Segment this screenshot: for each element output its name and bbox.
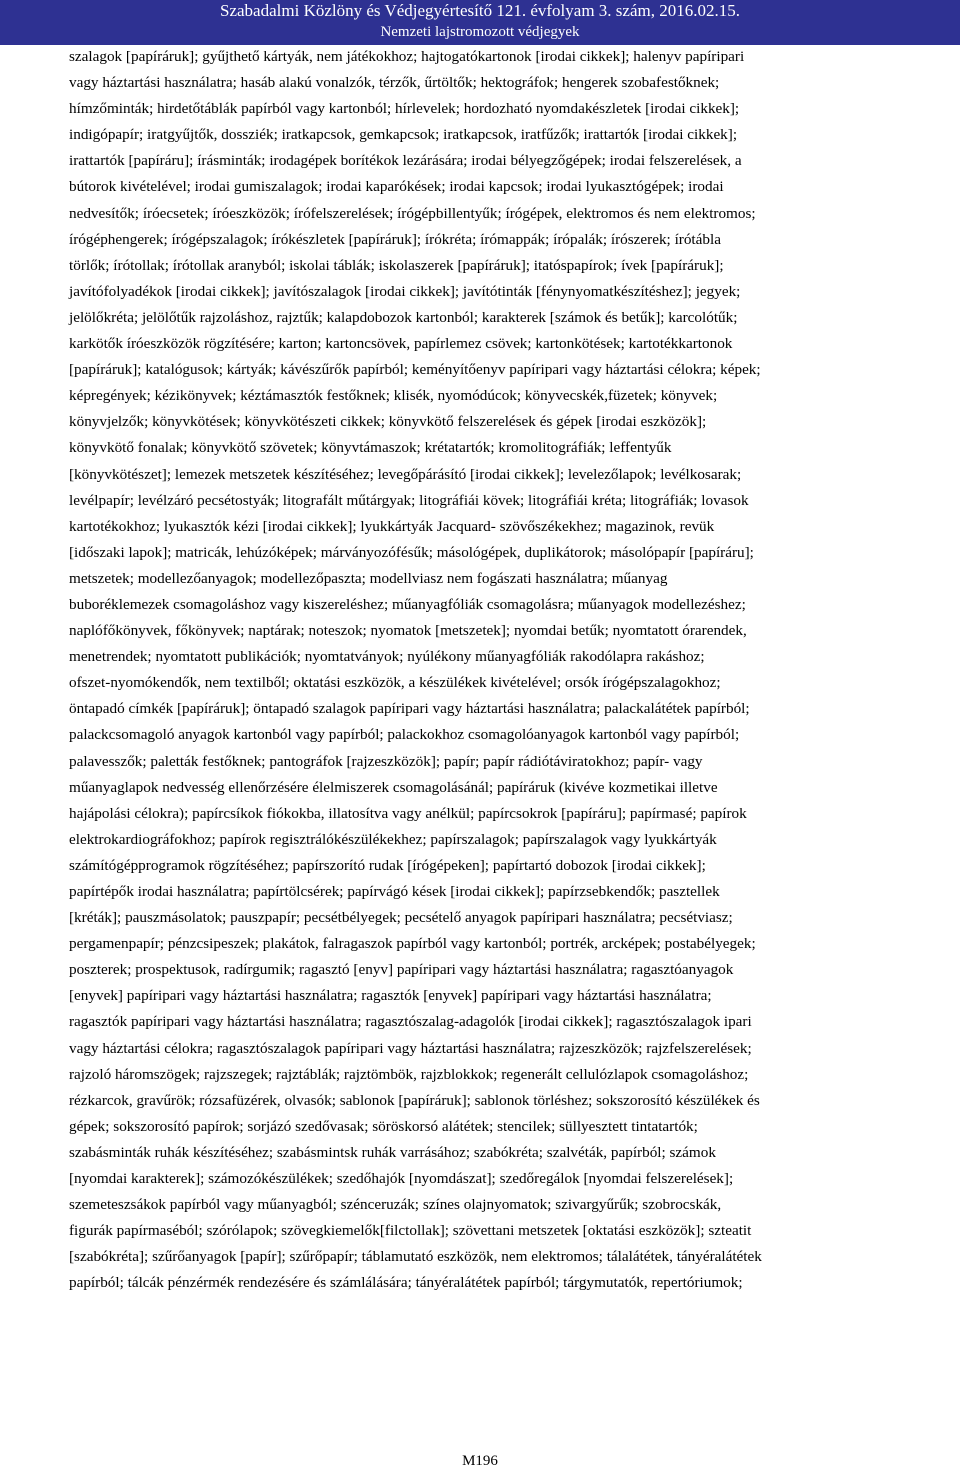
text-line: [időszaki lapok]; matricák, lehúzóképek; márványozófésűk; másológépek, duplikátorok; másolópapír [papíráru];	[69, 543, 754, 561]
journal-title: Szabadalmi Közlöny és Védjegyértesítő 121. évfolyam 3. szám, 2016.02.15.	[220, 1, 740, 20]
text-line: poszterek; prospektusok, radírgumik; ragasztó [enyv] papíripari vagy háztartási használatra; ragasztóanyagok	[69, 961, 734, 979]
text-line: indigópapír; iratgyűjtők, dossziék; iratkapcsok, gemkapcsok; iratkapcsok, iratfűzők; irattartók [irodai cikkek];	[69, 126, 738, 144]
text-line: [könyvkötészet]; lemezek metszetek készítéséhez; levegőpárásító [irodai cikkek]; levelezőlapok; levélkosarak;	[69, 465, 742, 483]
text-line: bútorok kivételével; irodai gumiszalagok; irodai kaparókések; irodai kapcsok; irodai lyukasztógépek; irodai	[69, 178, 724, 196]
text-line: pergamenpapír; pénzcsipeszek; plakátok, falragaszok papírból vagy kartonból; portrék, arcképek; postabélyegek;	[69, 935, 756, 953]
text-line: palavesszők; paletták festőknek; pantográfok [rajzeszközök]; papír; papír rádiótáviratokhoz; papír- vagy	[69, 752, 703, 770]
text-line: törlők; írótollak; írótollak aranyból; iskolai táblák; iskolaszerek [papíráruk]; itatóspapírok; ívek [papíráruk];	[69, 256, 724, 274]
text-line: jelölőkréta; jelölőtűk rajzoláshoz, rajztűk; kalapdobozok kartonból; karakterek [számok és betűk]; karcolótűk;	[69, 308, 738, 326]
text-line: palackcsomagoló anyagok kartonból vagy papírból; palackokhoz csomagolóanyagok kartonból vagy papírból;	[69, 726, 740, 744]
page-number: M196	[462, 1453, 498, 1469]
text-line: elektrokardiográfokhoz; papírok regisztrálókészülékekhez; papírszalagok; papírszalagok vagy lyukkártyák	[69, 830, 717, 848]
text-line: műanyaglapok nedvesség ellenőrzésére élelmiszerek csomagolásánál; papíráruk (kivéve kozmetikai illetve	[69, 778, 718, 796]
text-line: ofszet-nyomókendők, nem textilből; oktatási eszközök, a készülékek kivételével; orsók írógépszalagokhoz;	[69, 674, 721, 692]
text-line: irattartók [papíráru]; írásminták; irodagépek borítékok lezárására; irodai bélyegzőgépek; irodai felszerelések, a	[69, 152, 742, 170]
text-line: gépek; sokszorosító papírok; sorjázó szedővasak; söröskorsó alátétek; stencilek; süllyesztett tintatartók;	[69, 1117, 698, 1135]
text-line: öntapadó címkék [papíráruk]; öntapadó szalagok papíripari vagy háztartási használatra; palackalátétek papírból;	[69, 700, 750, 718]
text-line: kartotékokhoz; lyukasztók kézi [irodai cikkek]; lyukkártyák Jacquard- szövőszékekhez; magazinok, revük	[69, 517, 715, 535]
text-line: levélpapír; levélzáró pecsétostyák; litografált műtárgyak; litográfiái kövek; litográfiái kréta; litográfiák; lovasok	[69, 491, 749, 509]
text-line: [szabókréta]; szűrőanyagok [papír]; szűrőpapír; táblamutató eszközök, nem elektromos; tálalátétek, tányéralátétek	[69, 1248, 762, 1266]
text-line: írógéphengerek; írógépszalagok; írókészletek [papíráruk]; írókréta; írómappák; írópalák; írószerek; írótábla	[69, 230, 721, 248]
text-line: naplófőkönyvek, főkönyvek; naptárak; noteszok; nyomatok [metszetek]; nyomdai betűk; nyomtatott órarendek,	[69, 622, 747, 640]
text-line: [papíráruk]; katalógusok; kártyák; kávészűrők papírból; keményítőenyv papíripari vagy háztartási célokra; képek;	[69, 361, 761, 379]
text-line: rajzoló háromszögek; rajzszegek; rajztáblák; rajztömbök, rajzblokkok; regenerált cellulózlapok csomagoláshoz;	[69, 1065, 749, 1083]
text-line: nedvesítők; íróecsetek; íróeszközök; írófelszerelések; írógépbillentyűk; írógépek, elektromos és nem elektromos;	[69, 204, 756, 222]
text-line: rézkarcok, gravűrök; rózsafüzérek, olvasók; sablonok [papíráruk]; sablonok törléshez; sokszorosító készülékek és	[69, 1091, 760, 1109]
section-title: Nemzeti lajstromozott védjegyek	[380, 24, 580, 40]
text-line: papírból; tálcák pénzérmék rendezésére és számlálására; tányéralátétek papírból; tárgymutatók, repertóriumok;	[69, 1274, 743, 1292]
text-line: metszetek; modellezőanyagok; modellezőpaszta; modellviasz nem fogászati használatra; műanyag	[69, 569, 668, 587]
text-line: karkötők íróeszközök rögzítésére; karton; kartoncsövek, papírlemez csövek; kartonkötések; kartotékkartonok	[69, 335, 733, 353]
text-line: [kréták]; pauszmásolatok; pauszpapír; pecsétbélyegek; pecsételő anyagok papíripari használatra; pecsétviasz;	[69, 909, 733, 927]
text-line: javítófolyadékok [irodai cikkek]; javítószalagok [irodai cikkek]; javítótinták [fénynyomatkészítéshez]; jegyek;	[69, 282, 741, 300]
text-line: figurák papírmaséból; szórólapok; szövegkiemelők[filctollak]; szövettani metszetek [oktatási eszközök]; szteatit	[69, 1222, 752, 1240]
text-line: szabásminták ruhák készítéséhez; szabásmintsk ruhák varrásához; szabókréta; szalvéták, papírból; számok	[69, 1143, 716, 1161]
text-line: szemeteszsákok papírból vagy műanyagból; szénceruzák; színes olajnyomatok; szivargyűrűk; szobrocskák,	[69, 1196, 722, 1214]
text-line: számítógépprogramok rögzítéséhez; papírszorító rudak [írógépeken]; papírtartó dobozok [irodai cikkek];	[69, 856, 706, 874]
text-line: hímzőminták; hirdetőtáblák papírból vagy kartonból; hírlevelek; hordozható nyomdakészletek [irodai cikkek];	[69, 100, 740, 118]
text-line: menetrendek; nyomtatott publikációk; nyomtatványok; nyúlékony műanyagfóliák rakodólapra rakáshoz;	[69, 648, 705, 666]
text-line: buboréklemezek csomagoláshoz vagy kiszereléshez; műanyagfóliák csomagolásra; műanyagok modellezéshez;	[69, 595, 746, 613]
goods-list-text	[69, 44, 909, 1297]
text-line: könyvjelzők; könyvkötések; könyvkötészeti cikkek; könyvkötő felszerelések és gépek [irodai eszközök];	[69, 413, 707, 431]
text-line: szalagok [papíráruk]; gyűjthető kártyák, nem játékokhoz; hajtogatókartonok [irodai cikkek]; halenyv papíripari	[69, 48, 745, 65]
text-line: [enyvek] papíripari vagy háztartási használatra; ragasztók [enyvek] papíripari vagy háztartási használatra;	[69, 987, 712, 1005]
journal-header	[0, 0, 960, 45]
text-line: könyvkötő fonalak; könyvkötő szövetek; könyvtámaszok; krétatartók; kromolitográfiák; leffentyűk	[69, 439, 672, 457]
text-line: képregények; kézikönyvek; kéztámasztók festőknek; klisék, nyomódúcok; könyvecskék,füzetek; könyvek;	[69, 387, 718, 405]
text-line: hajápolási célokra); papírcsíkok fiókokba, illatosítva vagy anélkül; papírcsokrok [papíráru]; papírmasé; papírok	[69, 804, 747, 822]
text-line: vagy háztartási használatra; hasáb alakú vonalzók, térzők, űrtöltők; hektográfok; hengerek szobafestőknek;	[69, 74, 720, 92]
text-line: papírtépők irodai használatra; papírtölcsérek; papírvágó kések [irodai cikkek]; papírzsebkendők; pasztellek	[69, 883, 720, 900]
text-line: ragasztók papíripari vagy háztartási használatra; ragasztószalag-adagolók [irodai cikkek]; ragasztószalagok ipari	[69, 1013, 752, 1031]
text-line: vagy háztartási célokra; ragasztószalagok papíripari vagy háztartási használatra; rajzeszközök; rajzfelszerelések;	[69, 1039, 752, 1057]
text-line: [nyomdai karakterek]; számozókészülékek; szedőhajók [nyomdászat]; szedőregálok [nyomdai felszerelések];	[69, 1170, 734, 1188]
